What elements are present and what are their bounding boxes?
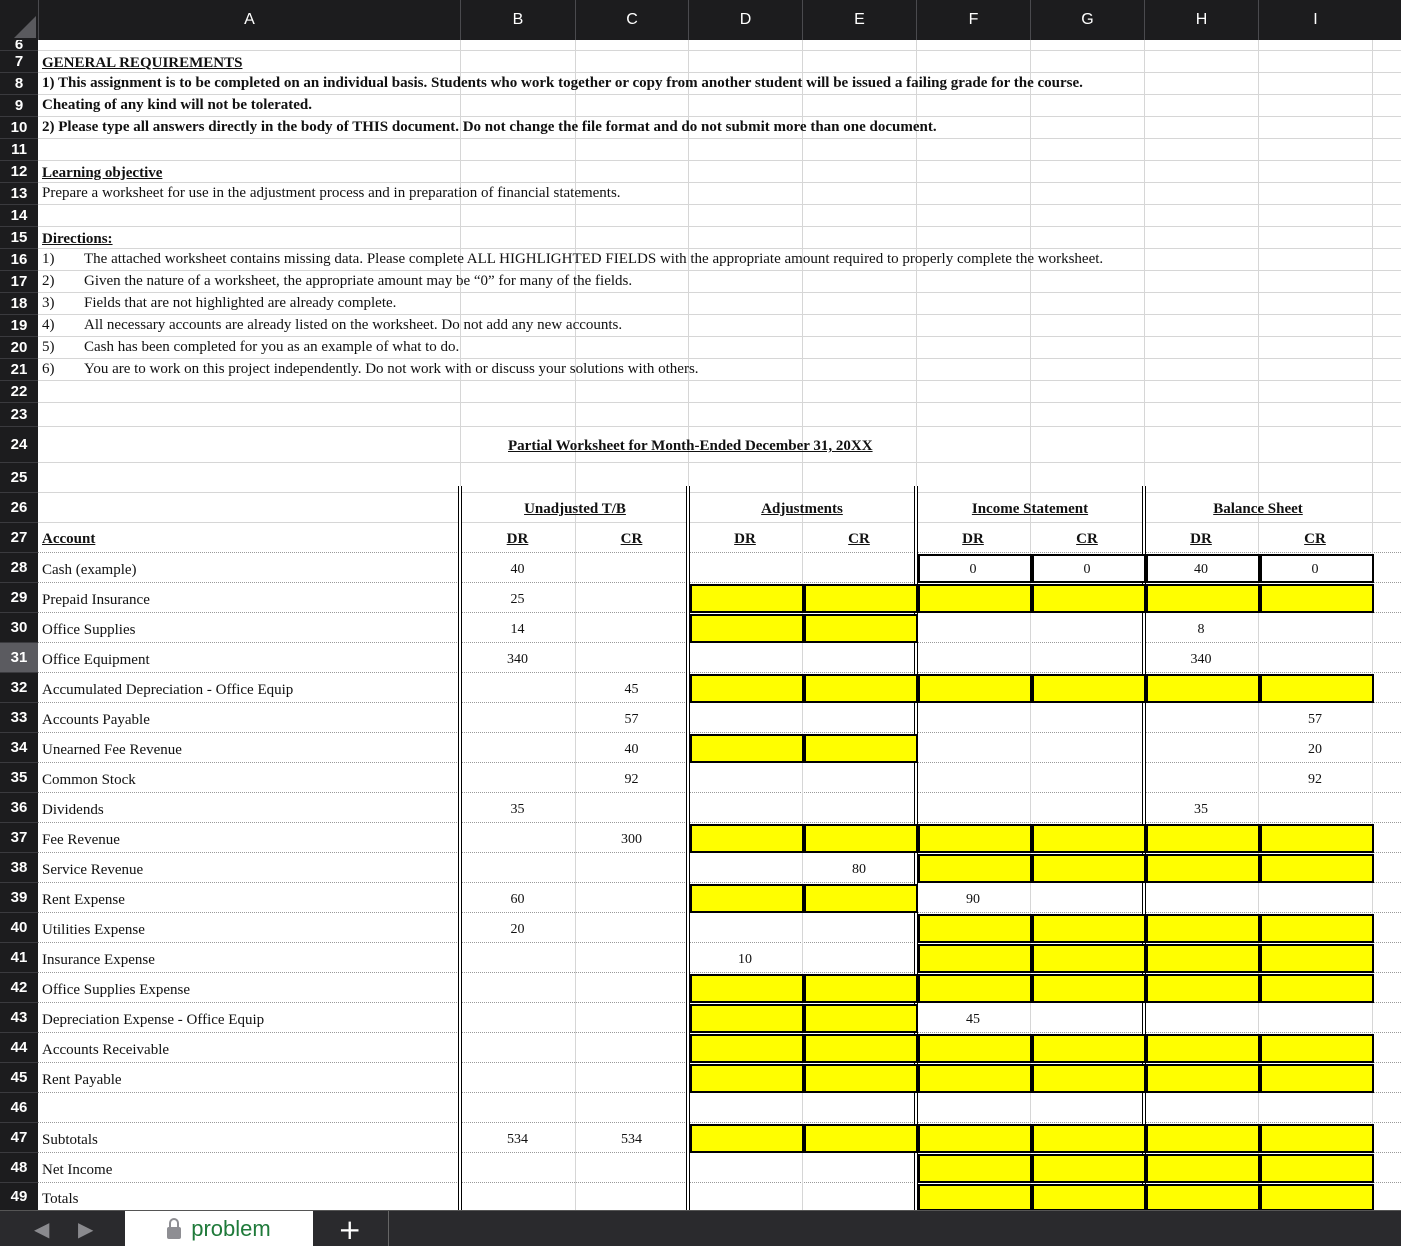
direction-number: 5) (42, 339, 55, 355)
cell-value-bs-dr[interactable]: 35 (1194, 802, 1208, 817)
account-name: Accounts Payable (42, 712, 150, 728)
column-header-d[interactable]: D (688, 0, 802, 40)
row-divider (38, 248, 1401, 249)
input-cell[interactable] (1146, 1064, 1260, 1093)
row-header-15[interactable]: 15 (0, 226, 38, 248)
input-cell[interactable] (1032, 944, 1146, 973)
row-header-37[interactable]: 37 (0, 822, 38, 852)
input-cell[interactable] (690, 584, 804, 613)
row-divider (38, 314, 1401, 315)
next-sheet-icon[interactable]: ▶ (78, 1217, 94, 1241)
account-name: Office Supplies (42, 622, 136, 638)
input-cell[interactable] (918, 974, 1032, 1003)
account-name: Accounts Receivable (42, 1042, 170, 1058)
input-cell[interactable] (918, 1124, 1032, 1153)
row-divider (38, 204, 1401, 205)
input-cell[interactable] (1032, 1034, 1146, 1063)
cr-column-header: CR (1076, 531, 1098, 547)
cell-value-bs-cr[interactable]: 92 (1308, 772, 1322, 787)
row-divider (38, 292, 1401, 293)
row-header-33[interactable]: 33 (0, 702, 38, 732)
row-header-22[interactable]: 22 (0, 380, 38, 402)
tab-divider (388, 1211, 389, 1246)
select-all-corner[interactable] (0, 0, 38, 40)
lock-icon (167, 1227, 181, 1239)
dr-column-header: DR (506, 531, 529, 547)
cell-value-bs-cr[interactable]: 57 (1308, 712, 1322, 727)
direction-text: The attached worksheet contains missing data. Please complete ALL HIGHLIGHTED FIELDS with the appropriate amount required to properly complete the worksheet. (84, 251, 1104, 267)
row-divider (38, 50, 1401, 51)
cell-value-tb-cr[interactable]: 45 (624, 682, 639, 697)
requirement-1: 1) This assignment is to be completed on an individual basis. Students who work together or copy from another student will be issued a failing grade for the course. (42, 75, 1083, 91)
account-name: Service Revenue (42, 862, 144, 878)
cr-column-header: CR (620, 531, 643, 547)
input-cell[interactable] (1260, 1184, 1374, 1211)
column-group-header: Balance Sheet (1213, 501, 1303, 517)
direction-number: 1) (42, 251, 55, 267)
row-header-11[interactable]: 11 (0, 138, 38, 160)
row-header-47[interactable]: 47 (0, 1122, 38, 1152)
direction-text: Fields that are not highlighted are already complete. (84, 295, 397, 311)
input-cell[interactable] (690, 1034, 804, 1063)
cell-value-tb-dr[interactable]: 35 (510, 802, 525, 817)
row-divider (38, 182, 1401, 183)
input-cell[interactable] (1032, 824, 1146, 853)
cell-value-tb-cr[interactable]: 40 (624, 742, 639, 757)
input-cell[interactable] (1146, 1034, 1260, 1063)
cell-value-adj-cr[interactable]: 80 (852, 862, 866, 877)
row-divider (38, 492, 1401, 493)
row-header-29[interactable]: 29 (0, 582, 38, 612)
row-divider (38, 72, 1401, 73)
requirement-1-cheating: Cheating of any kind will not be tolerated. (42, 97, 313, 113)
row-divider (38, 822, 1401, 823)
dr-column-header: DR (962, 531, 984, 547)
input-cell[interactable] (918, 1034, 1032, 1063)
cell-value-bs-dr[interactable]: 340 (1190, 652, 1212, 667)
input-cell[interactable] (1032, 584, 1146, 613)
cell-value-bs-dr[interactable]: 40 (1194, 562, 1208, 577)
input-cell[interactable] (918, 674, 1032, 703)
row-divider (38, 522, 1401, 523)
input-cell[interactable] (804, 824, 918, 853)
input-cell[interactable] (804, 974, 918, 1003)
input-cell[interactable] (804, 1064, 918, 1093)
column-group-header: Income Statement (971, 501, 1089, 517)
input-cell[interactable] (918, 1154, 1032, 1183)
account-name: Unearned Fee Revenue (42, 742, 182, 758)
input-cell[interactable] (1260, 944, 1374, 973)
row-divider (38, 270, 1401, 271)
input-cell[interactable] (1260, 584, 1374, 613)
account-name: Net Income (42, 1162, 113, 1178)
row-header-12[interactable]: 12 (0, 160, 38, 182)
input-cell[interactable] (690, 614, 804, 643)
cell-value-tb-dr[interactable]: 40 (510, 562, 525, 577)
account-name: Rent Expense (42, 892, 125, 908)
row-header-27[interactable]: 27 (0, 522, 38, 552)
input-cell[interactable] (804, 884, 918, 913)
row-divider (38, 336, 1401, 337)
input-cell[interactable] (918, 1064, 1032, 1093)
cell-value-tb-dr[interactable]: 14 (510, 622, 525, 637)
input-cell[interactable] (1146, 854, 1260, 883)
cell-value-tb-dr[interactable]: 25 (510, 592, 525, 607)
row-header-38[interactable]: 38 (0, 852, 38, 882)
account-name: Office Equipment (42, 652, 150, 668)
row-header-30[interactable]: 30 (0, 612, 38, 642)
sheet-tab-problem[interactable] (125, 1211, 313, 1246)
input-cell[interactable] (1032, 974, 1146, 1003)
account-name: Totals (42, 1191, 79, 1207)
input-cell[interactable] (1260, 974, 1374, 1003)
row-divider (38, 380, 1401, 381)
input-cell[interactable] (1146, 674, 1260, 703)
input-cell[interactable] (690, 1004, 804, 1033)
row-divider (38, 358, 1401, 359)
row-header-14[interactable]: 14 (0, 204, 38, 226)
column-header-i[interactable]: I (1258, 0, 1372, 40)
direction-number: 6) (42, 361, 55, 377)
cell-value-bs-cr[interactable]: 0 (1311, 562, 1319, 577)
row-header-16[interactable]: 16 (0, 248, 38, 270)
column-header-g[interactable]: G (1030, 0, 1144, 40)
cell-value-tb-cr[interactable]: 57 (624, 712, 639, 727)
input-cell[interactable] (690, 824, 804, 853)
input-cell[interactable] (1032, 854, 1146, 883)
cell-value-bs-cr[interactable]: 20 (1308, 742, 1322, 757)
input-cell[interactable] (1146, 914, 1260, 943)
learning-objective-text: Prepare a worksheet for use in the adjustment process and in preparation of financial statements. (42, 185, 621, 201)
row-header-31[interactable]: 31 (0, 642, 38, 672)
cell-value-is-cr[interactable]: 0 (1083, 562, 1091, 577)
direction-text: All necessary accounts are already listed on the worksheet. Do not add any new accounts. (84, 317, 623, 333)
input-cell[interactable] (1260, 1124, 1374, 1153)
directions-heading: Directions: (42, 231, 113, 247)
input-cell[interactable] (690, 674, 804, 703)
cell-value-tb-dr[interactable]: 60 (510, 892, 525, 907)
row-header-26[interactable]: 26 (0, 492, 38, 522)
row-header-48[interactable]: 48 (0, 1152, 38, 1182)
input-cell[interactable] (918, 584, 1032, 613)
input-cell[interactable] (690, 884, 804, 913)
direction-text: You are to work on this project independently. Do not work with or discuss your solutions with others. (84, 361, 699, 377)
cell-value-tb-dr[interactable]: 340 (507, 652, 528, 667)
input-cell[interactable] (804, 674, 918, 703)
input-cell[interactable] (1032, 1154, 1146, 1183)
input-cell[interactable] (918, 854, 1032, 883)
input-cell[interactable] (690, 1064, 804, 1093)
row-divider (38, 116, 1401, 117)
account-column-header: Account (42, 531, 96, 547)
row-divider (38, 552, 1401, 553)
input-cell[interactable] (1032, 1184, 1146, 1211)
cell-value-tb-dr[interactable]: 534 (507, 1132, 528, 1147)
input-cell[interactable] (1260, 1154, 1374, 1183)
input-cell[interactable] (1146, 944, 1260, 973)
row-header-45[interactable]: 45 (0, 1062, 38, 1092)
account-name: Utilities Expense (42, 922, 145, 938)
account-name: Depreciation Expense - Office Equip (42, 1012, 265, 1028)
column-header-f[interactable]: F (916, 0, 1030, 40)
row-divider (38, 732, 1401, 733)
row-header-24[interactable]: 24 (0, 426, 38, 462)
input-cell[interactable] (1032, 1124, 1146, 1153)
account-name: Accumulated Depreciation - Office Equip (42, 682, 294, 698)
direction-number: 3) (42, 295, 55, 311)
cell-value-adj-dr[interactable]: 10 (738, 952, 752, 967)
row-header-18[interactable]: 18 (0, 292, 38, 314)
add-sheet-button[interactable]: + (338, 1213, 362, 1246)
direction-number: 2) (42, 273, 55, 289)
requirement-2: 2) Please type all answers directly in the body of THIS document. Do not change the file format and do not submit more than one document. (42, 119, 937, 135)
row-header-35[interactable]: 35 (0, 762, 38, 792)
input-cell[interactable] (918, 914, 1032, 943)
row-header-36[interactable]: 36 (0, 792, 38, 822)
input-cell[interactable] (1032, 674, 1146, 703)
account-name: Insurance Expense (42, 952, 155, 968)
column-header-h[interactable]: H (1144, 0, 1258, 40)
direction-text: Cash has been completed for you as an example of what to do. (84, 339, 460, 355)
sheet-tab-label: problem (191, 1215, 271, 1241)
column-header-a[interactable]: A (38, 0, 460, 40)
input-cell[interactable] (804, 1034, 918, 1063)
input-cell[interactable] (690, 1124, 804, 1153)
cell-value-bs-dr[interactable]: 8 (1197, 622, 1205, 637)
cell-value-is-dr[interactable]: 45 (966, 1012, 980, 1027)
column-header-c[interactable]: C (575, 0, 688, 40)
input-cell[interactable] (1260, 914, 1374, 943)
input-cell[interactable] (1146, 1184, 1260, 1211)
input-cell[interactable] (1032, 914, 1146, 943)
prev-sheet-icon[interactable]: ◀ (34, 1217, 50, 1241)
cell-value-tb-dr[interactable]: 20 (510, 922, 525, 937)
row-divider (38, 94, 1401, 95)
input-cell[interactable] (1146, 1154, 1260, 1183)
row-divider (38, 160, 1401, 161)
input-cell[interactable] (1260, 1034, 1374, 1063)
input-cell[interactable] (690, 974, 804, 1003)
input-cell[interactable] (1146, 974, 1260, 1003)
account-name: Subtotals (42, 1132, 98, 1148)
general-requirements-heading: GENERAL REQUIREMENTS (42, 55, 243, 71)
account-name: Dividends (42, 802, 104, 818)
learning-objective-heading: Learning objective (42, 165, 163, 181)
row-divider (38, 1122, 1401, 1123)
account-name: Rent Payable (42, 1072, 122, 1088)
input-cell[interactable] (918, 944, 1032, 973)
input-cell[interactable] (804, 734, 918, 763)
row-header-25[interactable]: 25 (0, 462, 38, 492)
row-header-17[interactable]: 17 (0, 270, 38, 292)
row-header-10[interactable]: 10 (0, 116, 38, 138)
column-header-bar (0, 0, 1401, 40)
cell-value-tb-cr[interactable]: 92 (624, 772, 639, 787)
cr-column-header: CR (848, 531, 870, 547)
account-name: Prepaid Insurance (42, 592, 150, 608)
cell-value-tb-cr[interactable]: 300 (621, 832, 642, 847)
row-header-43[interactable]: 43 (0, 1002, 38, 1032)
column-group-header: Adjustments (761, 501, 843, 517)
input-cell[interactable] (804, 1004, 918, 1033)
direction-text: Given the nature of a worksheet, the appropriate amount may be “0” for many of the fields. (84, 273, 633, 289)
row-header-20[interactable]: 20 (0, 336, 38, 358)
dr-column-header: DR (734, 531, 756, 547)
account-name: Office Supplies Expense (42, 982, 191, 998)
cell-value-tb-cr[interactable]: 534 (621, 1132, 642, 1147)
input-cell[interactable] (1146, 584, 1260, 613)
row-header-19[interactable]: 19 (0, 314, 38, 336)
row-header-32[interactable]: 32 (0, 672, 38, 702)
account-name: Fee Revenue (42, 832, 120, 848)
direction-number: 4) (42, 317, 55, 333)
sheet-tab-bar (0, 1210, 1401, 1246)
row-header-46[interactable]: 46 (0, 1092, 38, 1122)
row-header-42[interactable]: 42 (0, 972, 38, 1002)
input-cell[interactable] (1260, 1064, 1374, 1093)
row-header-40[interactable]: 40 (0, 912, 38, 942)
cell-value-is-dr[interactable]: 0 (969, 562, 977, 577)
account-name: Common Stock (42, 772, 136, 788)
input-cell[interactable] (1260, 854, 1374, 883)
input-cell[interactable] (1146, 1124, 1260, 1153)
input-cell[interactable] (804, 614, 918, 643)
row-divider (38, 426, 1401, 427)
column-header-b[interactable]: B (460, 0, 575, 40)
row-header-39[interactable]: 39 (0, 882, 38, 912)
column-header-e[interactable]: E (802, 0, 916, 40)
row-divider (38, 462, 1401, 463)
input-cell[interactable] (804, 584, 918, 613)
input-cell[interactable] (918, 824, 1032, 853)
row-header-28[interactable]: 28 (0, 552, 38, 582)
worksheet-title: Partial Worksheet for Month-Ended December 31, 20XX (508, 438, 873, 454)
dr-column-header: DR (1190, 531, 1212, 547)
row-header-23[interactable]: 23 (0, 402, 38, 426)
row-header-21[interactable]: 21 (0, 358, 38, 380)
row-header-8[interactable]: 8 (0, 72, 38, 94)
input-cell[interactable] (690, 734, 804, 763)
row-header-9[interactable]: 9 (0, 94, 38, 116)
row-divider (38, 226, 1401, 227)
row-divider (38, 792, 1401, 793)
input-cell[interactable] (804, 1124, 918, 1153)
input-cell[interactable] (1260, 824, 1374, 853)
account-name: Cash (example) (42, 562, 137, 578)
input-cell[interactable] (1032, 1064, 1146, 1093)
row-header-13[interactable]: 13 (0, 182, 38, 204)
row-header-49[interactable]: 49 (0, 1182, 38, 1210)
spreadsheet-grid (38, 40, 1401, 1210)
input-cell[interactable] (918, 1184, 1032, 1211)
row-header-6[interactable]: 6 (14, 40, 24, 50)
row-header-41[interactable]: 41 (0, 942, 38, 972)
input-cell[interactable] (1260, 674, 1374, 703)
row-divider (38, 672, 1401, 673)
row-header-34[interactable]: 34 (0, 732, 38, 762)
cr-column-header: CR (1304, 531, 1326, 547)
input-cell[interactable] (1146, 824, 1260, 853)
row-divider (38, 402, 1401, 403)
row-header-7[interactable]: 7 (0, 50, 38, 72)
row-header-strip (0, 40, 38, 1210)
row-header-44[interactable]: 44 (0, 1032, 38, 1062)
row-divider (38, 138, 1401, 139)
column-divider (575, 40, 576, 1210)
cell-value-is-dr[interactable]: 90 (966, 892, 980, 907)
column-group-header: Unadjusted T/B (524, 501, 626, 517)
